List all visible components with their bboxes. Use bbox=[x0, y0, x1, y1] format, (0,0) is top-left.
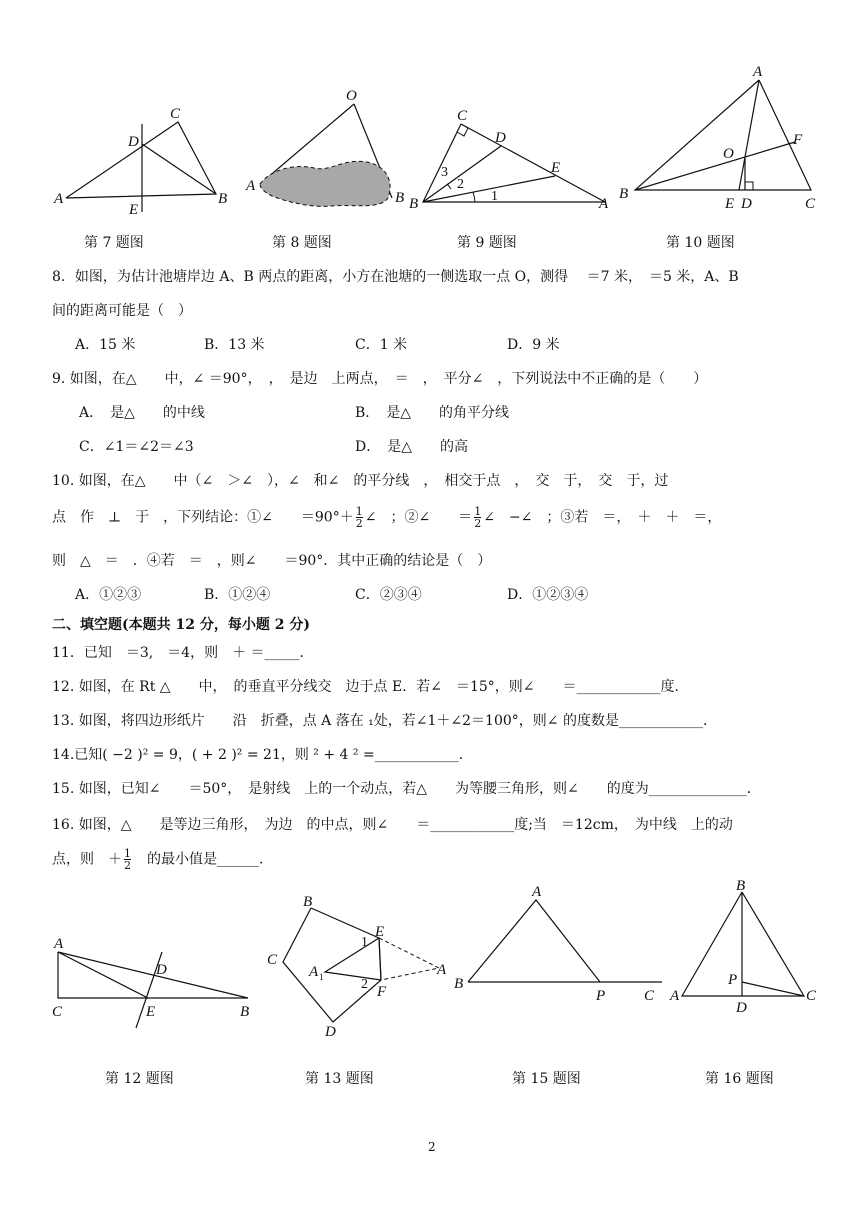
angle-1: 1 bbox=[361, 935, 368, 950]
label-A: A bbox=[670, 988, 680, 1004]
section-heading: 二、填空题(本题共 12 分，每小题 2 分) bbox=[52, 617, 310, 633]
caption-fig7: 第 7 题图 bbox=[84, 235, 144, 251]
q8-option-b: B．13 米 bbox=[204, 337, 265, 353]
fraction-half: $\frac{1}{2}$ bbox=[124, 847, 131, 872]
q15: 15. 如图，已知∠ ＝50°， 是射线 上的一个动点，若△ 为等腰三角形，则∠ 的度为______________． bbox=[52, 781, 761, 797]
caption-fig13: 第 13 题图 bbox=[305, 1071, 374, 1087]
q8-option-a: A．15 米 bbox=[75, 337, 136, 353]
angle-1: 1 bbox=[491, 189, 498, 204]
label-B: B bbox=[454, 976, 464, 992]
label-D: D bbox=[495, 130, 506, 146]
label-B: B bbox=[395, 190, 405, 206]
q16-line2-a: 点，则 ＋ bbox=[52, 851, 122, 868]
q10-option-d: D．①②③④ bbox=[507, 587, 589, 603]
q9-option-c: C．∠1＝∠2＝∠3 bbox=[79, 439, 194, 455]
figure-16 bbox=[668, 876, 828, 1016]
q12: 12. 如图，在 Rt △ 中， 的垂直平分线交 边于点 E．若∠ ＝15°，则∠ ＝____________度． bbox=[52, 679, 689, 695]
label-E: E bbox=[725, 196, 735, 212]
q16-line2-b: 的最小值是______． bbox=[133, 851, 273, 868]
label-A: A bbox=[246, 178, 256, 194]
label-D: D bbox=[741, 196, 752, 212]
angle-3: 3 bbox=[441, 165, 448, 180]
q16-line2 bbox=[52, 848, 273, 871]
label-B: B bbox=[303, 894, 313, 910]
q8-line2: 间的距离可能是（ ） bbox=[52, 303, 192, 319]
figure-8 bbox=[242, 86, 412, 216]
q10-line2-a: 点 作 ⊥ 于 ，下列结论：①∠ ＝90°＋ bbox=[52, 509, 354, 526]
label-C: C bbox=[644, 988, 655, 1004]
caption-fig12: 第 12 题图 bbox=[105, 1071, 174, 1087]
label-D: D bbox=[736, 1000, 747, 1016]
label-E: E bbox=[129, 202, 139, 218]
label-F: F bbox=[377, 984, 387, 1000]
label-E: E bbox=[375, 924, 385, 940]
q10-line1: 10. 如图，在△ 中（∠ ＞∠ ），∠ 和∠ 的平分线 ， 相交于点 ， 交 于， 交 于，过 bbox=[52, 473, 669, 489]
label-E: E bbox=[146, 1004, 156, 1020]
label-A: A bbox=[599, 196, 609, 212]
label-O: O bbox=[346, 88, 357, 104]
label-F: F bbox=[793, 132, 803, 148]
q16-line1: 16. 如图，△ 是等边三角形， 为边 的中点，则∠ ＝____________度;当 ＝12cm， 为中线 上的动 bbox=[52, 817, 733, 833]
q10-line2-b: ∠ ；②∠ ＝ bbox=[364, 509, 473, 526]
figure-15 bbox=[450, 880, 670, 1004]
figure-9 bbox=[405, 106, 615, 216]
caption-fig16: 第 16 题图 bbox=[705, 1071, 774, 1087]
figure-10 bbox=[615, 62, 830, 217]
q10-option-c: C．②③④ bbox=[355, 587, 422, 603]
figure-13 bbox=[265, 892, 455, 1042]
q11: 11．已知 ＝3, ＝4，则 ＋ ＝_____． bbox=[52, 645, 314, 661]
q13: 13. 如图，将四边形纸片 沿 折叠，点 A 落在 ₁处，若∠1＋∠2＝100°，则∠ 的度数是____________． bbox=[52, 713, 717, 729]
label-A: A bbox=[54, 936, 64, 952]
q14: 14.已知( −2 )² = 9，( + 2 )² = 21，则 ² + 4 ² =____________． bbox=[52, 747, 473, 763]
label-B: B bbox=[240, 1004, 250, 1020]
label-C: C bbox=[267, 952, 278, 968]
q9-option-a: A． 是△ 的中线 bbox=[79, 405, 205, 421]
q10-line2-c: ∠ −∠ ；③若 ＝， ＋ ＋ ＝， bbox=[483, 509, 722, 526]
q8-option-d: D．9 米 bbox=[507, 337, 560, 353]
q10-line2 bbox=[52, 506, 721, 529]
page-number: 2 bbox=[428, 1140, 436, 1154]
q9-option-b: B． 是△ 的角平分线 bbox=[355, 405, 510, 421]
label-O: O bbox=[723, 146, 734, 162]
q10-option-b: B．①②④ bbox=[204, 587, 271, 603]
label-A: A bbox=[437, 962, 447, 978]
label-B: B bbox=[619, 186, 629, 202]
q8-line1: 8．如图，为估计池塘岸边 A、B 两点的距离，小方在池塘的一侧选取一点 O，测得 ＝7 米， ＝5 米，A、B bbox=[52, 269, 739, 285]
q9-option-d: D． 是△ 的高 bbox=[355, 439, 468, 455]
label-A: A bbox=[753, 64, 763, 80]
label-P: P bbox=[728, 972, 738, 988]
angle-2: 2 bbox=[361, 977, 368, 992]
label-P: P bbox=[596, 988, 606, 1004]
label-D: D bbox=[325, 1024, 336, 1040]
label-A: A bbox=[54, 191, 64, 207]
figure-7 bbox=[52, 102, 242, 217]
fraction-half: $\frac{1}{2}$ bbox=[355, 505, 363, 530]
q9-line1: 9. 如图，在△ 中，∠ ＝90°， ， 是边 上两点， ＝ ， 平分∠ ，下列说法中不正确的是（ ） bbox=[52, 371, 708, 387]
label-B: B bbox=[218, 191, 228, 207]
q10-line3: 则 △ ＝ ．④若 ＝ ，则∠ ＝90°．其中正确的结论是（ ） bbox=[52, 553, 492, 569]
label-A1: A bbox=[309, 964, 319, 980]
label-C: C bbox=[52, 1004, 63, 1020]
label-C: C bbox=[457, 108, 468, 124]
q10-option-a: A．①②③ bbox=[75, 587, 142, 603]
label-D: D bbox=[156, 962, 167, 978]
label-A: A bbox=[532, 884, 542, 900]
angle-2: 2 bbox=[457, 177, 464, 192]
q8-option-c: C．1 米 bbox=[355, 337, 408, 353]
label-D: D bbox=[128, 134, 139, 150]
label-C: C bbox=[806, 988, 817, 1004]
caption-fig10: 第 10 题图 bbox=[666, 235, 735, 251]
caption-fig15: 第 15 题图 bbox=[512, 1071, 581, 1087]
label-B: B bbox=[409, 196, 419, 212]
caption-fig9: 第 9 题图 bbox=[457, 235, 517, 251]
label-C: C bbox=[805, 196, 816, 212]
label-B: B bbox=[736, 878, 746, 894]
label-C: C bbox=[170, 106, 181, 122]
label-E: E bbox=[551, 160, 561, 176]
caption-fig8: 第 8 题图 bbox=[272, 235, 332, 251]
fraction-half: $\frac{1}{2}$ bbox=[474, 505, 482, 530]
figure-12 bbox=[50, 932, 265, 1032]
label-A1-subscript: 1 bbox=[319, 972, 324, 982]
